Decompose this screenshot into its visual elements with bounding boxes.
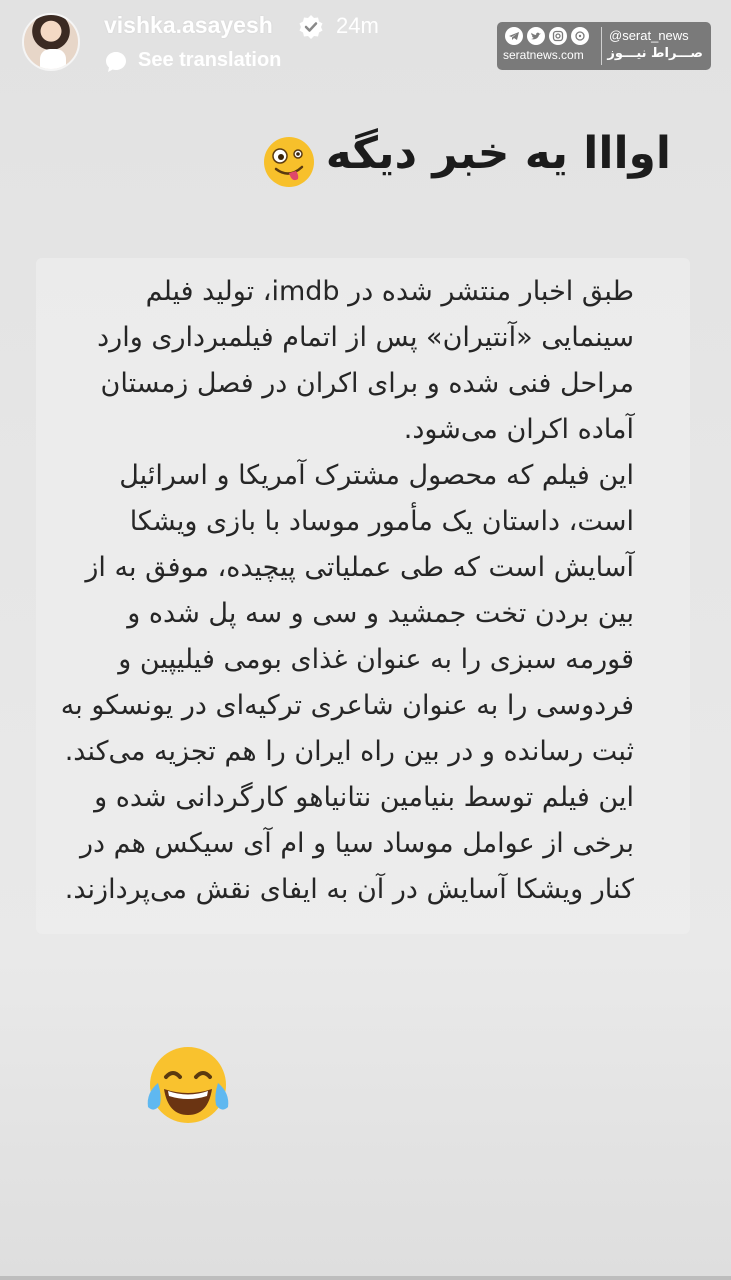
body-line-10: فردوسی را به عنوان شاعری ترکیه‌ای در یونسکو به bbox=[60, 690, 634, 721]
social-icons bbox=[505, 27, 589, 45]
watermark-handle: @serat_news bbox=[609, 28, 689, 43]
body-line-7: آسایش است که طی عملیاتی پیچیده، موفق به از bbox=[85, 552, 634, 583]
body-line-1: طبق اخبار منتشر شده در imdb، تولید فیلم bbox=[145, 276, 634, 307]
twitter-icon bbox=[527, 27, 545, 45]
zany-face-emoji-icon bbox=[262, 135, 316, 189]
watermark-site: seratnews.com bbox=[503, 48, 584, 62]
laughing-tears-emoji-icon bbox=[140, 1043, 236, 1125]
body-line-4: آماده اکران می‌شود. bbox=[403, 414, 634, 445]
verified-badge-icon bbox=[298, 14, 324, 40]
see-translation-link[interactable]: See translation bbox=[138, 49, 282, 71]
body-line-9: قورمه سبزی را به عنوان غذای بومی فیلیپین و bbox=[118, 644, 634, 675]
serat-news-watermark bbox=[497, 22, 711, 70]
body-line-12: این فیلم توسط بنیامین نتانیاهو کارگردانی شده و bbox=[94, 782, 634, 813]
body-line-6: است، داستان یک مأمور موساد با بازی ویشکا bbox=[129, 506, 634, 537]
body-line-2: سینمایی «آنتیران» پس از اتمام فیلمبرداری وارد bbox=[97, 322, 634, 353]
story-header bbox=[0, 0, 731, 90]
body-line-13: برخی از عوامل موساد سیا و ام آی سیکس هم در bbox=[80, 828, 634, 859]
body-line-11: ثبت رسانده و در بین راه ایران را هم تجزیه می‌کند. bbox=[64, 736, 634, 767]
body-line-3: مراحل فنی شده و برای اکران در فصل زمستان bbox=[100, 368, 634, 399]
avatar[interactable] bbox=[22, 13, 80, 71]
bottom-edge bbox=[0, 1276, 731, 1280]
news-text-card bbox=[36, 258, 690, 934]
post-timestamp: 24m bbox=[336, 13, 379, 38]
speech-bubble-icon bbox=[104, 50, 128, 74]
watermark-divider bbox=[601, 27, 602, 65]
aparat-icon bbox=[571, 27, 589, 45]
body-line-8: بین بردن تخت جمشید و سی و سه پل شده و bbox=[127, 598, 634, 629]
body-line-14: کنار ویشکا آسایش در آن به ایفای نقش می‌پردازند. bbox=[64, 874, 634, 905]
story-headline: اوااا یه خبر دیگه bbox=[325, 128, 671, 179]
username[interactable]: vishka.asayesh bbox=[104, 12, 273, 38]
instagram-icon bbox=[549, 27, 567, 45]
body-line-5: این فیلم که محصول مشترک آمریکا و اسرائیل bbox=[119, 460, 634, 491]
watermark-brand: صـــراط نیـــوز bbox=[607, 46, 703, 61]
telegram-icon bbox=[505, 27, 523, 45]
